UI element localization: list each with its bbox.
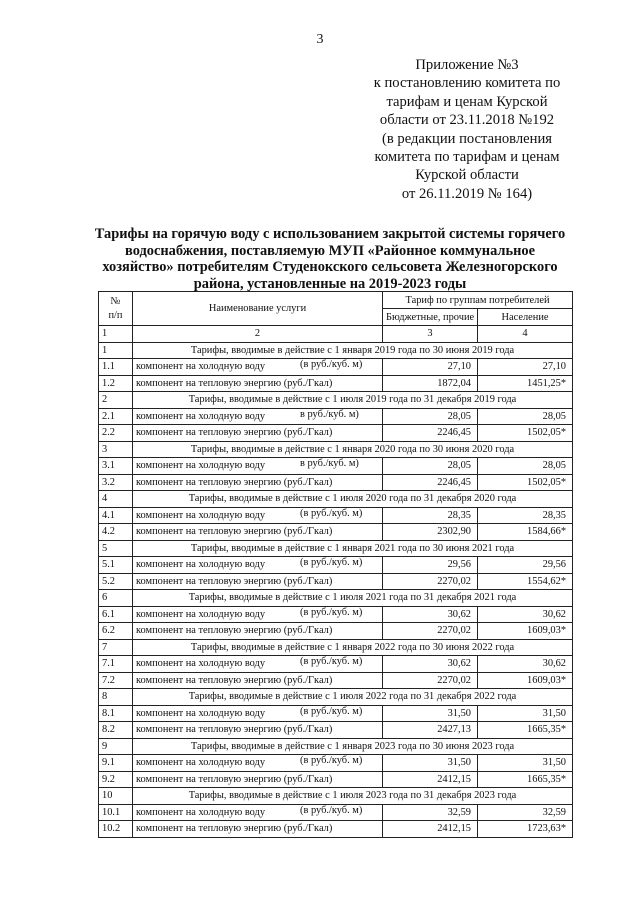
appendix-line: области от 23.11.2018 №192 bbox=[379, 112, 555, 129]
service-name: компонент на холодную воду bbox=[136, 460, 266, 472]
table-row bbox=[99, 623, 573, 640]
population-tariff: 32,59 bbox=[478, 804, 573, 821]
budget-tariff: 28,35 bbox=[383, 507, 478, 524]
table-row bbox=[99, 722, 573, 739]
row-number: 3.1 bbox=[99, 458, 133, 475]
tariff-table bbox=[98, 291, 573, 838]
population-tariff: 28,05 bbox=[478, 458, 573, 475]
section-title: Тарифы, вводимые в действие с 1 января 2019 года по 30 июня 2019 года bbox=[133, 342, 573, 359]
section-number: 4 bbox=[99, 491, 133, 508]
budget-tariff: 2270,02 bbox=[383, 623, 478, 640]
service-cell bbox=[133, 821, 383, 838]
service-cell bbox=[133, 804, 383, 821]
service-cell bbox=[133, 722, 383, 739]
population-tariff: 1609,03* bbox=[478, 672, 573, 689]
population-tariff: 1554,62* bbox=[478, 573, 573, 590]
section-number: 2 bbox=[99, 392, 133, 409]
table-row bbox=[99, 821, 573, 838]
budget-tariff: 30,62 bbox=[383, 656, 478, 673]
table-row bbox=[99, 425, 573, 442]
population-tariff: 28,35 bbox=[478, 507, 573, 524]
service-cell bbox=[133, 771, 383, 788]
table-header bbox=[99, 292, 573, 343]
section-row bbox=[99, 392, 573, 409]
population-tariff: 30,62 bbox=[478, 656, 573, 673]
table-row bbox=[99, 408, 573, 425]
table-row bbox=[99, 771, 573, 788]
section-number: 5 bbox=[99, 540, 133, 557]
service-cell bbox=[133, 557, 383, 574]
budget-tariff: 2427,13 bbox=[383, 722, 478, 739]
row-number: 2.2 bbox=[99, 425, 133, 442]
section-row bbox=[99, 639, 573, 656]
row-number: 6.2 bbox=[99, 623, 133, 640]
table-row bbox=[99, 705, 573, 722]
service-name: компонент на холодную воду bbox=[136, 757, 266, 769]
index-cell: 2 bbox=[133, 326, 383, 343]
row-number: 2.1 bbox=[99, 408, 133, 425]
appendix-note bbox=[352, 56, 582, 203]
index-cell: 3 bbox=[383, 326, 478, 343]
row-number: 7.1 bbox=[99, 656, 133, 673]
section-row bbox=[99, 788, 573, 805]
population-tariff: 29,56 bbox=[478, 557, 573, 574]
section-title: Тарифы, вводимые в действие с 1 июля 2020 года по 31 декабря 2020 года bbox=[133, 491, 573, 508]
service-unit: (в руб./куб. м) bbox=[300, 656, 363, 667]
section-row bbox=[99, 441, 573, 458]
service-unit: (в руб./куб. м) bbox=[300, 359, 363, 370]
section-title: Тарифы, вводимые в действие с 1 января 2023 года по 30 июня 2023 года bbox=[133, 738, 573, 755]
budget-tariff: 2302,90 bbox=[383, 524, 478, 541]
appendix-line: к постановлению комитета по bbox=[373, 75, 561, 92]
budget-tariff: 2270,02 bbox=[383, 672, 478, 689]
service-name: компонент на холодную воду bbox=[136, 707, 266, 719]
population-tariff: 1665,35* bbox=[478, 771, 573, 788]
service-name: компонент на холодную воду bbox=[136, 410, 266, 422]
service-cell bbox=[133, 408, 383, 425]
header-no-line: п/п bbox=[108, 309, 123, 321]
index-cell: 1 bbox=[99, 326, 133, 343]
service-cell bbox=[133, 359, 383, 376]
budget-tariff: 2270,02 bbox=[383, 573, 478, 590]
budget-tariff: 31,50 bbox=[383, 755, 478, 772]
section-number: 9 bbox=[99, 738, 133, 755]
service-cell bbox=[133, 656, 383, 673]
appendix-line: (в редакции постановления bbox=[382, 130, 552, 147]
table-row bbox=[99, 573, 573, 590]
service-cell bbox=[133, 474, 383, 491]
appendix-line: от 26.11.2019 № 164) bbox=[401, 185, 533, 202]
section-number: 7 bbox=[99, 639, 133, 656]
budget-tariff: 2246,45 bbox=[383, 474, 478, 491]
population-tariff: 1609,03* bbox=[478, 623, 573, 640]
row-number: 7.2 bbox=[99, 672, 133, 689]
service-name: компонент на холодную воду bbox=[136, 806, 266, 818]
section-title: Тарифы, вводимые в действие с 1 января 2020 года по 30 июня 2020 года bbox=[133, 441, 573, 458]
service-name: компонент на тепловую энергию (руб./Гкал) bbox=[136, 625, 333, 637]
section-number: 1 bbox=[99, 342, 133, 359]
row-number: 3.2 bbox=[99, 474, 133, 491]
population-tariff: 1502,05* bbox=[478, 425, 573, 442]
service-unit: в руб./куб. м) bbox=[300, 458, 359, 469]
row-number: 4.1 bbox=[99, 507, 133, 524]
service-unit: (в руб./куб. м) bbox=[300, 755, 363, 766]
service-cell bbox=[133, 606, 383, 623]
service-cell bbox=[133, 755, 383, 772]
section-title: Тарифы, вводимые в действие с 1 июля 2021 года по 31 декабря 2021 года bbox=[133, 590, 573, 607]
service-unit: (в руб./куб. м) bbox=[300, 606, 363, 618]
budget-tariff: 32,59 bbox=[383, 804, 478, 821]
service-unit: (в руб./куб. м) bbox=[300, 557, 363, 568]
section-row bbox=[99, 540, 573, 557]
population-tariff: 31,50 bbox=[478, 755, 573, 772]
service-name: компонент на тепловую энергию (руб./Гкал) bbox=[136, 377, 333, 389]
population-tariff: 30,62 bbox=[478, 606, 573, 623]
section-title: Тарифы, вводимые в действие с 1 января 2021 года по 30 июня 2021 года bbox=[133, 540, 573, 557]
section-number: 10 bbox=[99, 788, 133, 805]
service-name: компонент на холодную воду bbox=[136, 658, 266, 670]
service-name: компонент на тепловую энергию (руб./Гкал) bbox=[136, 823, 333, 835]
service-name: компонент на тепловую энергию (руб./Гкал) bbox=[136, 526, 333, 538]
service-cell bbox=[133, 425, 383, 442]
table-row bbox=[99, 656, 573, 673]
row-number: 1.1 bbox=[99, 359, 133, 376]
appendix-line: комитета по тарифам и ценам bbox=[374, 149, 560, 166]
budget-tariff: 1872,04 bbox=[383, 375, 478, 392]
table-row bbox=[99, 606, 573, 623]
section-row bbox=[99, 491, 573, 508]
budget-tariff: 2246,45 bbox=[383, 425, 478, 442]
row-number: 1.2 bbox=[99, 375, 133, 392]
row-number: 4.2 bbox=[99, 524, 133, 541]
index-row bbox=[99, 326, 573, 343]
row-number: 10.2 bbox=[99, 821, 133, 838]
section-title: Тарифы, вводимые в действие с 1 июля 2019 года по 31 декабря 2019 года bbox=[133, 392, 573, 409]
section-title: Тарифы, вводимые в действие с 1 июля 2023 года по 31 декабря 2023 года bbox=[133, 788, 573, 805]
budget-tariff: 2412,15 bbox=[383, 771, 478, 788]
service-cell bbox=[133, 458, 383, 475]
service-cell bbox=[133, 507, 383, 524]
table-row bbox=[99, 507, 573, 524]
table-row bbox=[99, 524, 573, 541]
row-number: 8.1 bbox=[99, 705, 133, 722]
population-tariff: 1502,05* bbox=[478, 474, 573, 491]
table-row bbox=[99, 359, 573, 376]
row-number: 9.2 bbox=[99, 771, 133, 788]
section-number: 3 bbox=[99, 441, 133, 458]
service-name: компонент на тепловую энергию (руб./Гкал) bbox=[136, 724, 333, 736]
service-name: компонент на холодную воду bbox=[136, 608, 266, 620]
appendix-line: Курской области bbox=[415, 167, 519, 184]
service-cell bbox=[133, 705, 383, 722]
section-row bbox=[99, 342, 573, 359]
service-unit: (в руб./куб. м) bbox=[300, 507, 363, 519]
service-cell bbox=[133, 375, 383, 392]
budget-tariff: 27,10 bbox=[383, 359, 478, 376]
service-unit: в руб./куб. м) bbox=[300, 408, 359, 420]
service-name: компонент на тепловую энергию (руб./Гкал) bbox=[136, 773, 333, 785]
table-row bbox=[99, 557, 573, 574]
title-line: района, установленные на 2019-2023 годы bbox=[193, 275, 467, 292]
appendix-line: тарифам и ценам Курской bbox=[386, 93, 548, 110]
service-name: компонент на холодную воду bbox=[136, 559, 266, 571]
document-title bbox=[85, 226, 575, 292]
row-number: 6.1 bbox=[99, 606, 133, 623]
section-title: Тарифы, вводимые в действие с 1 января 2022 года по 30 июня 2022 года bbox=[133, 639, 573, 656]
section-title: Тарифы, вводимые в действие с 1 июля 2022 года по 31 декабря 2022 года bbox=[133, 689, 573, 706]
service-cell bbox=[133, 623, 383, 640]
population-tariff: 31,50 bbox=[478, 705, 573, 722]
section-row bbox=[99, 689, 573, 706]
table-row bbox=[99, 474, 573, 491]
table-row bbox=[99, 755, 573, 772]
population-tariff: 28,05 bbox=[478, 408, 573, 425]
table-body bbox=[99, 342, 573, 837]
row-number: 10.1 bbox=[99, 804, 133, 821]
title-line: водоснабжения, поставляемую МУП «Районное коммунальное bbox=[125, 242, 535, 259]
service-name: компонент на тепловую энергию (руб./Гкал) bbox=[136, 575, 333, 587]
header-tariff-group: Тариф по группам потребителей bbox=[383, 292, 573, 309]
appendix-line: Приложение №3 bbox=[415, 57, 519, 73]
service-name: компонент на холодную воду bbox=[136, 361, 266, 373]
population-tariff: 1584,66* bbox=[478, 524, 573, 541]
page-number: 3 bbox=[316, 32, 324, 47]
population-tariff: 27,10 bbox=[478, 359, 573, 376]
service-name: компонент на холодную воду bbox=[136, 509, 266, 521]
service-name: компонент на тепловую энергию (руб./Гкал) bbox=[136, 476, 333, 488]
population-tariff: 1451,25* bbox=[478, 375, 573, 392]
row-number: 5.2 bbox=[99, 573, 133, 590]
section-number: 8 bbox=[99, 689, 133, 706]
budget-tariff: 31,50 bbox=[383, 705, 478, 722]
header-no bbox=[99, 292, 133, 326]
title-line: хозяйство» потребителям Студенокского сельсовета Железногорского bbox=[102, 259, 558, 276]
header-population: Население bbox=[478, 309, 573, 326]
title-line: Тарифы на горячую воду с использованием закрытой системы горячего bbox=[94, 226, 566, 242]
section-row bbox=[99, 590, 573, 607]
index-cell: 4 bbox=[478, 326, 573, 343]
service-unit: (в руб./куб. м) bbox=[300, 804, 363, 816]
table-row bbox=[99, 458, 573, 475]
table-row bbox=[99, 672, 573, 689]
service-cell bbox=[133, 573, 383, 590]
budget-tariff: 28,05 bbox=[383, 458, 478, 475]
population-tariff: 1723,63* bbox=[478, 821, 573, 838]
row-number: 8.2 bbox=[99, 722, 133, 739]
budget-tariff: 28,05 bbox=[383, 408, 478, 425]
service-cell bbox=[133, 672, 383, 689]
table-row bbox=[99, 804, 573, 821]
service-unit: (в руб./куб. м) bbox=[300, 705, 363, 717]
service-name: компонент на тепловую энергию (руб./Гкал) bbox=[136, 674, 333, 686]
header-budget: Бюджетные, прочие bbox=[383, 309, 478, 326]
row-number: 5.1 bbox=[99, 557, 133, 574]
budget-tariff: 29,56 bbox=[383, 557, 478, 574]
header-service: Наименование услуги bbox=[133, 292, 383, 326]
service-name: компонент на тепловую энергию (руб./Гкал) bbox=[136, 427, 333, 439]
service-cell bbox=[133, 524, 383, 541]
budget-tariff: 30,62 bbox=[383, 606, 478, 623]
header-no-line: № bbox=[110, 295, 121, 307]
row-number: 9.1 bbox=[99, 755, 133, 772]
budget-tariff: 2412,15 bbox=[383, 821, 478, 838]
table-row bbox=[99, 375, 573, 392]
population-tariff: 1665,35* bbox=[478, 722, 573, 739]
section-row bbox=[99, 738, 573, 755]
section-number: 6 bbox=[99, 590, 133, 607]
